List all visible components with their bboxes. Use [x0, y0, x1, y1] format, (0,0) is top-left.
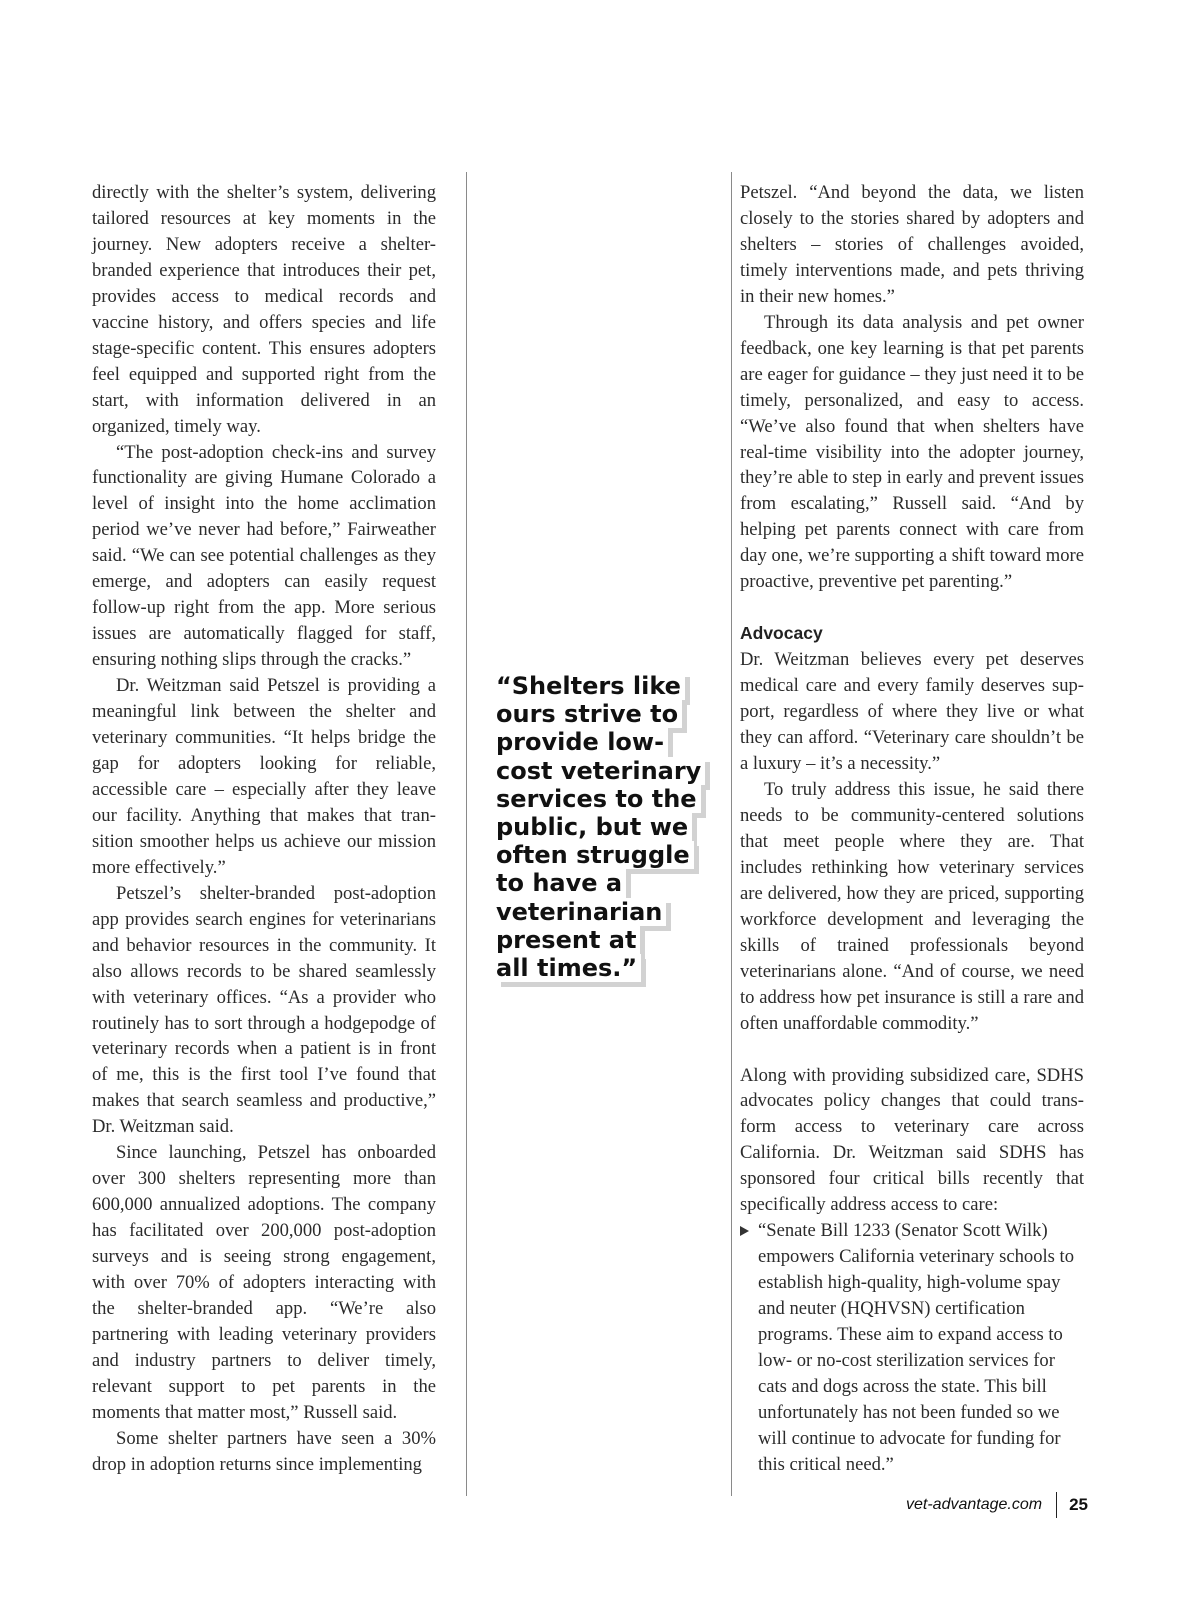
- pull-quote-line: all times.”: [496, 954, 641, 982]
- bullet-text: “Senate Bill 1233 (Senator Scott Wilk) empowers California veterinary schools to establish high-quality, high-volume spay and neuter (HQHVSN) certification programs. These aim to expand access to low- or no-cost sterilization services for cats and dogs across the state. This bill unfortunately has not been funded so we will continue to advocate for funding for this critical need.”: [758, 1220, 1075, 1475]
- page-number: 25: [1069, 1495, 1088, 1514]
- pull-quote-line: often struggle: [496, 841, 694, 869]
- left-paragraph-1: directly with the shelter’s system, delivering tailored resources at key moments in the journey. New adopters receive a shelter-branded experience that introduces their pet, provides access to medical records and vaccine history, and offers species and life stage-specific content. This ensures adopters feel equipped and supported right from the start, with information delivered in an organized, timely way.: [92, 182, 436, 437]
- left-paragraph-5: Since launching, Petszel has onboarded over 300 shelters representing more than 600,000 annualized adoptions. The company has facilitated over 200,000 post-adoption surveys and is seeing strong engagement, with over 70% of adopters interacting with the shelter-branded app. “We’re also partnering with leading veterinary providers and industry partners to deliver timely, relevant support to pet parents in the moments that matter most,” Russell said.: [92, 1142, 436, 1423]
- section-spacer: [740, 1037, 1084, 1063]
- left-paragraph-6: Some shelter partners have seen a 30% drop in adoption returns since implementing: [92, 1427, 436, 1475]
- right-paragraph-1: Petszel. “And beyond the data, we listen closely to the stories shared by adopters and shelters – stories of challenges avoided, timely interventions made, and pets thriving in their new homes.”: [740, 182, 1084, 307]
- pull-quote-line: public, but we: [496, 813, 692, 841]
- pull-quote-line: to have a: [496, 869, 626, 897]
- pull-quote-line: “Shelters like: [496, 672, 685, 700]
- left-paragraph-3: Dr. Weitzman said Petszel is providing a meaningful link between the shelter and veterinary communities. “It helps bridge the gap for adopters looking for reliable, accessible care – especially after they leave our facility. Anything that makes that transition smoother helps us achieve our mission more effectively.”: [92, 675, 436, 878]
- pull-quote-line: cost veterinary: [496, 757, 705, 785]
- footer-site-name: vet-advantage.com: [906, 1496, 1043, 1513]
- column-divider-left: [466, 172, 467, 1496]
- triangle-bullet-icon: [740, 1226, 749, 1236]
- right-paragraph-3: Dr. Weitzman believes every pet deserves medical care and every family deserves support, regardless of where they live or what they can afford. “Veterinary care shouldn’t be a luxury – it’s a necessity.”: [740, 649, 1084, 775]
- pull-quote-line: present at: [496, 926, 640, 954]
- pull-quote-line: ours strive to: [496, 700, 682, 728]
- left-paragraph-4: Petszel’s shelter-branded post-adoption app provides search engines for veterinarians and behavior resources in the community. It also allows records to be shared seamlessly with veterinary offices. “As a provider who routinely has to sort through a hodgepodge of veterinary records when a patient is in front of me, this is the first tool I’ve found that makes that search seamless and productive,” Dr. Weitzman said.: [92, 882, 436, 1138]
- section-spacer: [740, 595, 1084, 621]
- right-paragraph-4: To truly address this issue, he said there needs to be community-centered solutions that meet people where they are. That includes rethinking how veterinary services are delivered, how they are priced, supporting workforce development and leveraging the skills of trained professionals beyond veterinarians alone. “And of course, we need to address how pet insurance is still a rare and often unaffordable commodity.”: [740, 778, 1084, 1034]
- bullet-item: [740, 1218, 1084, 1478]
- pull-quote-line: services to the: [496, 785, 701, 813]
- column-divider-right: [731, 172, 732, 1496]
- pull-quote-line: veterinarian: [496, 898, 666, 926]
- left-column: [92, 180, 436, 1478]
- left-paragraph-2: “The post-adoption check-ins and survey functionality are giving Humane Colorado a level of insight into the home acclimation period we’ve never had before,” Fairweather said. “We can see potential challenges as they emerge, and adopters can easily request follow-up right from the app. More serious issues are automatically flagged for staff, ensuring nothing slips through the cracks.”: [92, 441, 436, 671]
- right-paragraph-5: Along with providing subsidized care, SDHS advocates policy changes that could transform access to veterinary care across California. Dr. Weitzman said SDHS has sponsored four critical bills recently that specifically address access to care:: [740, 1064, 1084, 1216]
- page-footer: [906, 1490, 1088, 1520]
- right-column: [740, 180, 1084, 1478]
- footer-divider: [1056, 1492, 1057, 1518]
- pull-quote: [496, 672, 702, 983]
- pull-quote-line: provide low-: [496, 728, 668, 756]
- section-heading: Advocacy: [740, 623, 823, 644]
- right-paragraph-2: Through its data analysis and pet owner feedback, one key learning is that pet parents are eager for guidance – they just need it to be timely, personalized, and easy to access. “We’ve also found that when shelters have real-time visibility into the adopter journey, they’re able to step in early and prevent issues from escalating,” Russell said. “And by helping pet parents connect with care from day one, we’re supporting a shift toward more proactive, preventive pet parenting.”: [740, 311, 1084, 593]
